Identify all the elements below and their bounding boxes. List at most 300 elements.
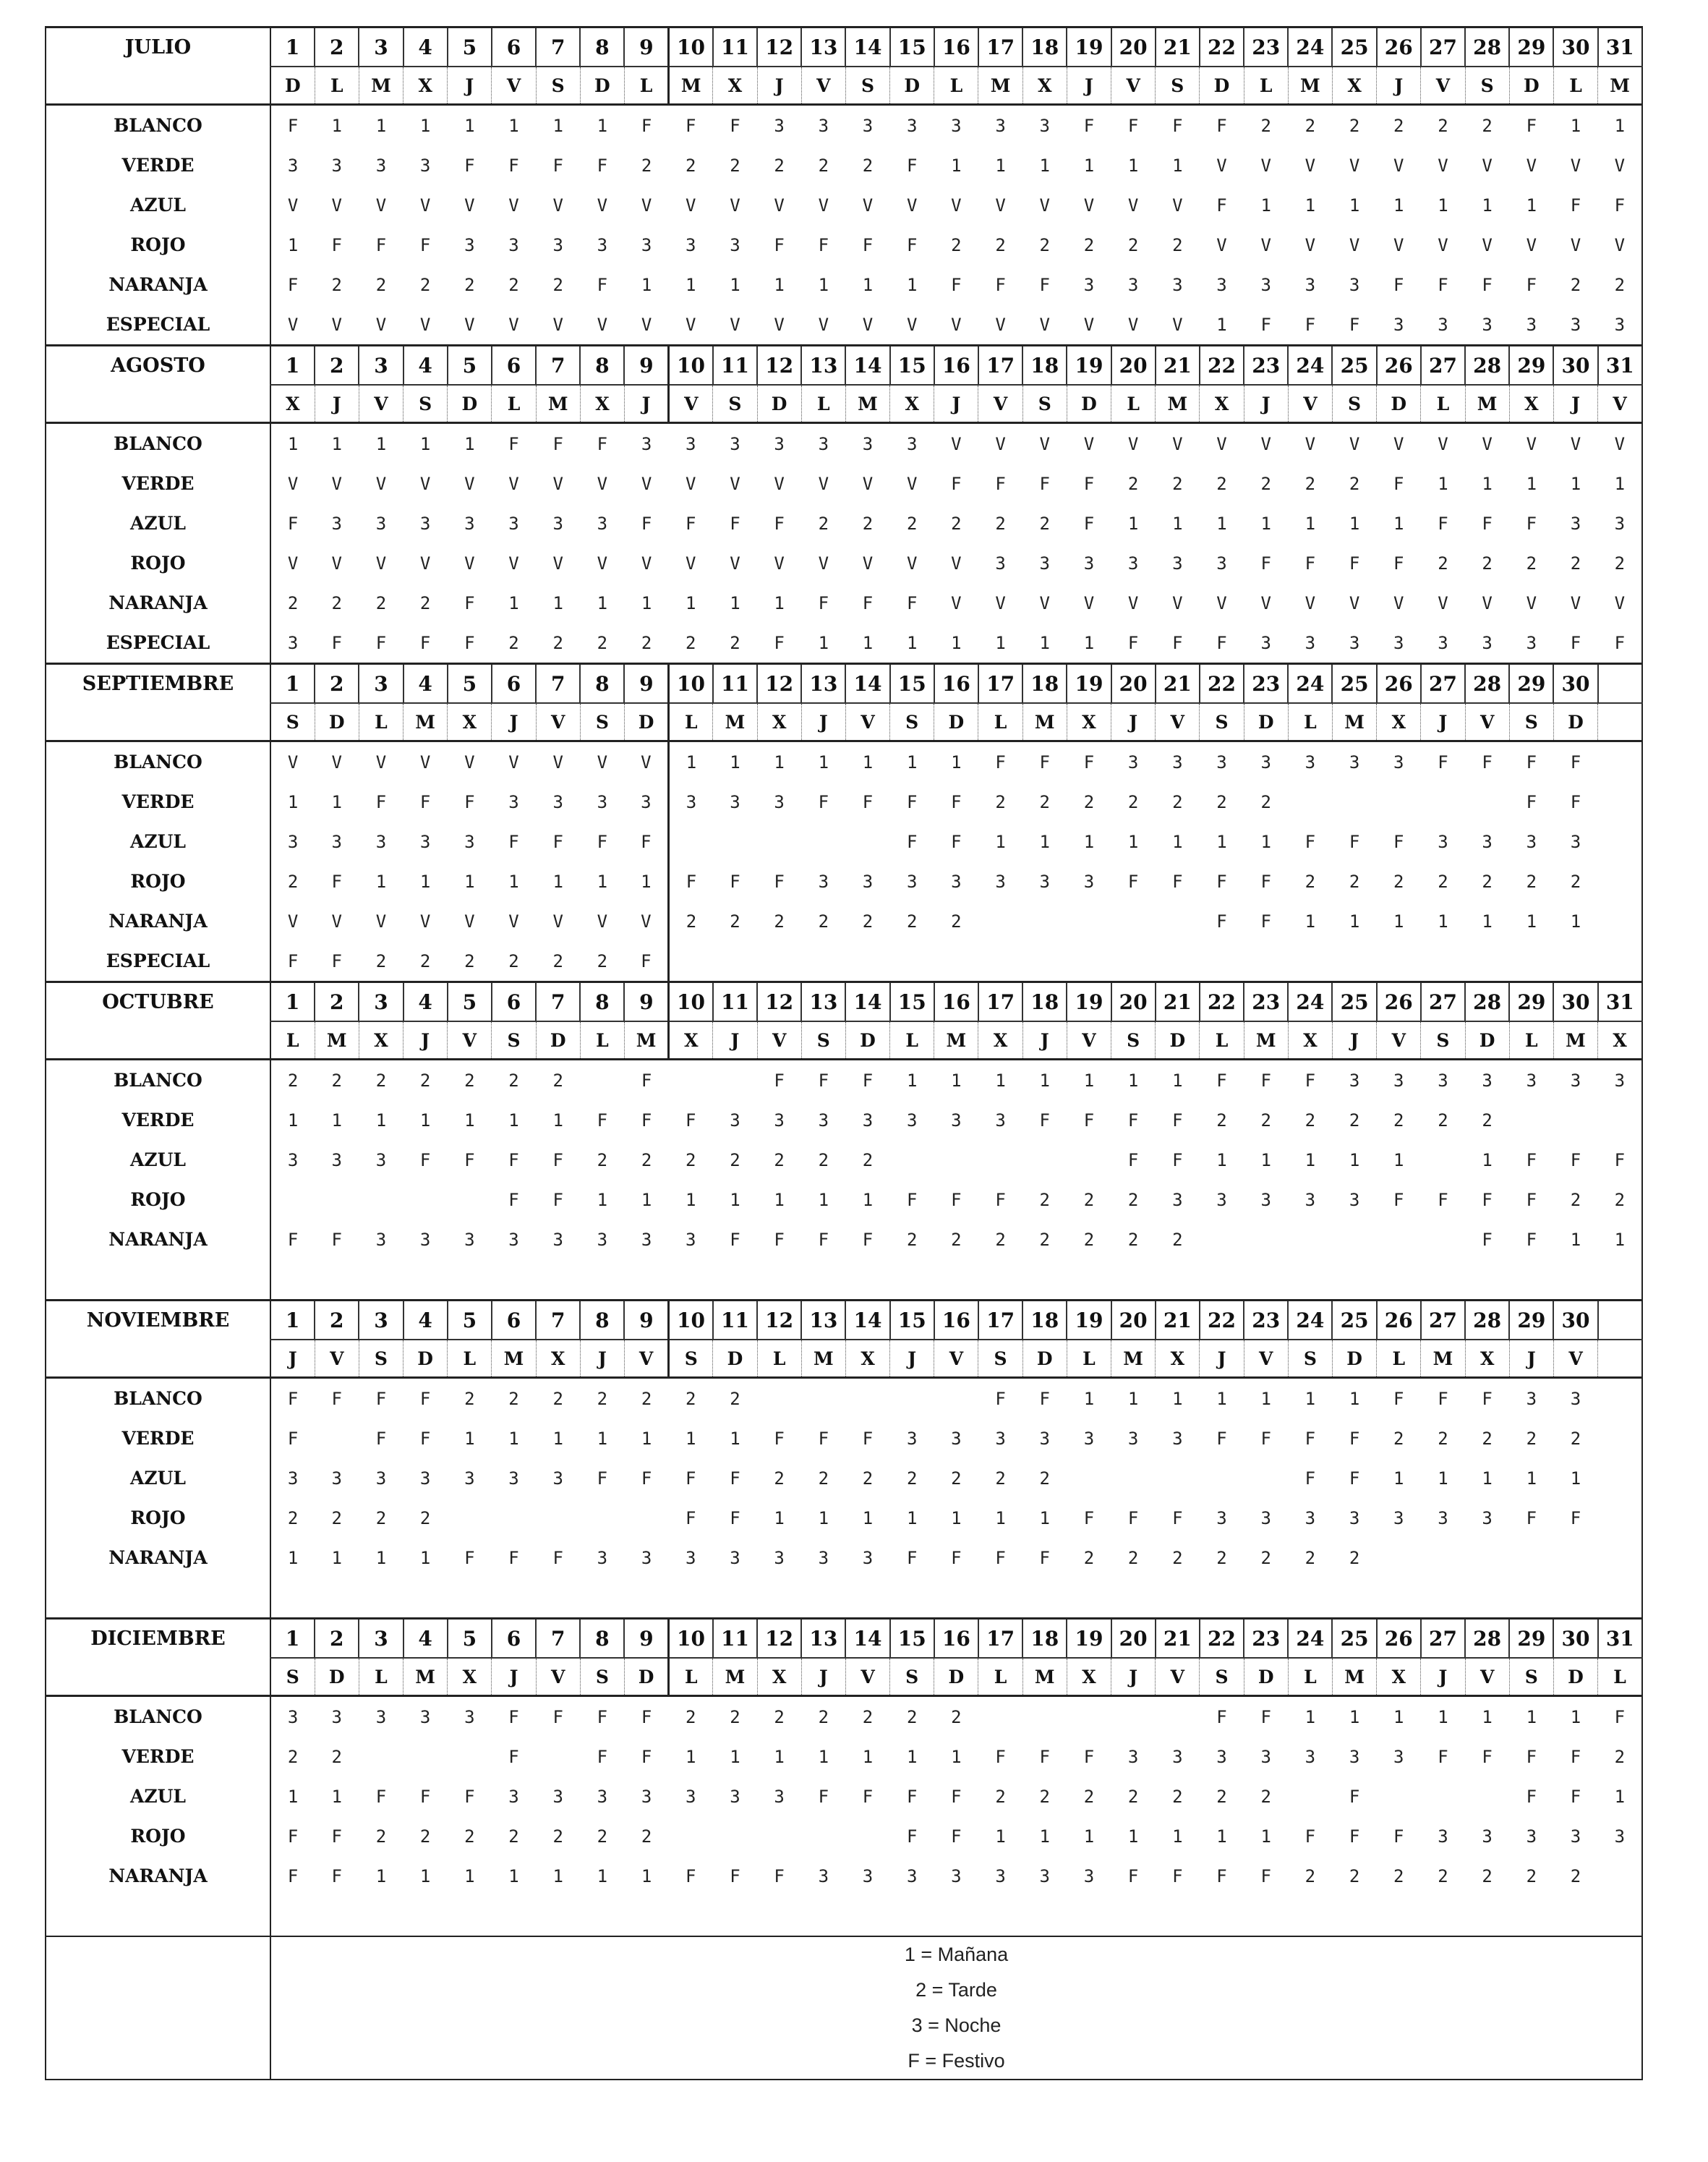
shift-cell: 3 [1172, 274, 1183, 295]
shift-cell: 3 [951, 1428, 962, 1449]
shift-cell: 1 [508, 871, 519, 892]
day-number: 12 [757, 664, 801, 704]
shift-cell: F [419, 1786, 431, 1807]
shift-cell: 3 [508, 1229, 519, 1250]
shift-cell: 3 [1598, 503, 1642, 543]
shift-cell: F [1482, 1746, 1493, 1767]
shift-cell: F [597, 274, 608, 295]
day-number: 27 [1421, 1301, 1465, 1340]
shift-cell: 3 [669, 782, 713, 822]
shift-cell: 1 [508, 115, 519, 136]
shift-cell: V [1438, 592, 1448, 613]
shift-cell [1111, 1458, 1156, 1498]
shift-cell: 1 [774, 752, 785, 773]
day-number: 7 [536, 664, 580, 704]
shift-row [46, 1180, 1642, 1220]
day-number: 19 [1067, 982, 1111, 1022]
weekday-letter: L [669, 703, 713, 741]
shift-cell: 1 [774, 274, 785, 295]
shift-cell [978, 1578, 1022, 1619]
day-number: 4 [403, 664, 448, 704]
shift-cell: 2 [375, 1826, 387, 1847]
shift-cell: V [951, 592, 962, 613]
shift-cell: F [995, 752, 1006, 773]
shift-cell: F [597, 433, 608, 454]
day-number: 11 [713, 27, 757, 67]
shift-cell: 1 [1039, 155, 1050, 176]
day-number: 30 [1553, 27, 1597, 67]
shift-cell: 3 [419, 1229, 431, 1250]
shift-cell: 3 [862, 1865, 874, 1886]
shift-cell: F [331, 1865, 342, 1886]
shift-cell: 2 [375, 950, 387, 971]
shift-cell: 1 [1039, 1826, 1050, 1847]
shift-cell: 2 [597, 950, 608, 971]
weekday-letter: J [713, 1021, 757, 1060]
shift-cell: 3 [1216, 274, 1227, 295]
day-number: 14 [845, 27, 889, 67]
shift-cell: F [508, 1547, 519, 1568]
shift-cell [315, 1180, 359, 1220]
shift-cell: 2 [862, 513, 874, 534]
shift-cell: F [331, 1388, 342, 1409]
shift-cell: 3 [1393, 752, 1404, 773]
shift-cell: F [906, 1547, 918, 1568]
weekday-letter: D [713, 1340, 757, 1378]
shift-cell [624, 1259, 668, 1301]
day-number: 15 [890, 1619, 934, 1659]
shift-cell: 3 [686, 1547, 696, 1568]
shift-cell: F [1526, 1149, 1537, 1170]
shift-cell: F [1570, 791, 1581, 812]
shift-cell: V [464, 553, 475, 574]
shift-cell: 2 [1083, 1229, 1095, 1250]
shift-cell: F [419, 234, 431, 255]
day-number: 24 [1288, 27, 1332, 67]
shift-cell: 3 [1039, 1428, 1050, 1449]
shift-cell: 3 [862, 871, 874, 892]
shift-cell: F [464, 1786, 475, 1807]
shift-cell: 3 [730, 433, 740, 454]
day-number: 7 [536, 1301, 580, 1340]
day-number: 1 [270, 27, 315, 67]
weekday-letter: X [1377, 703, 1421, 741]
shift-cell: F [1216, 871, 1227, 892]
shift-cell: 1 [375, 1865, 387, 1886]
shift-cell: 3 [818, 1547, 829, 1568]
shift-row [46, 1816, 1642, 1856]
shift-cell: F [419, 1388, 431, 1409]
shift-cell: F [1216, 911, 1227, 932]
shift-cell: 2 [375, 1070, 387, 1091]
shift-cell: V [906, 314, 918, 335]
shift-cell: 1 [906, 752, 918, 773]
weekday-letter: L [624, 67, 668, 105]
shift-cell: 2 [1438, 871, 1448, 892]
shift-cell: F [597, 155, 608, 176]
weekday-letter: S [1332, 385, 1376, 423]
shift-cell: 1 [597, 1189, 608, 1210]
shift-cell: 2 [1216, 1110, 1227, 1131]
legend-entry: 2 = Tarde [915, 1979, 997, 2001]
shift-cell: V [1039, 433, 1050, 454]
shift-cell: F [818, 592, 829, 613]
shift-cell: 2 [1526, 553, 1537, 574]
shift-cell: 1 [730, 592, 740, 613]
shift-cell: V [1260, 433, 1271, 454]
day-number: 31 [1598, 1619, 1642, 1659]
shift-cell: V [906, 473, 918, 494]
month-header-weekdays [46, 385, 1642, 423]
team-label: VERDE [46, 1418, 270, 1458]
shift-cell [1598, 1100, 1642, 1140]
shift-cell: 3 [508, 1786, 519, 1807]
shift-cell [536, 1737, 580, 1776]
shift-cell: 2 [419, 1826, 431, 1847]
shift-cell: 3 [906, 1865, 918, 1886]
shift-cell [624, 1578, 668, 1619]
day-number: 18 [1022, 1619, 1067, 1659]
shift-cell: 1 [862, 1746, 874, 1767]
shift-cell [359, 1180, 403, 1220]
shift-cell: V [597, 911, 608, 932]
day-number: 18 [1022, 982, 1067, 1022]
weekday-letter: X [1067, 703, 1111, 741]
day-number: 24 [1288, 1619, 1332, 1659]
shift-cell: 3 [464, 513, 475, 534]
shift-cell: 3 [552, 513, 563, 534]
shift-cell: 3 [552, 1229, 563, 1250]
shift-cell: V [1349, 433, 1360, 454]
weekday-letter: S [1288, 1340, 1332, 1378]
shift-cell: F [1438, 513, 1448, 534]
weekday-letter: M [669, 67, 713, 105]
shift-cell [1022, 1578, 1067, 1619]
weekday-letter: V [624, 1340, 668, 1378]
shift-cell: 2 [1570, 1428, 1581, 1449]
shift-cell [1288, 1220, 1332, 1259]
day-number: 5 [448, 664, 492, 704]
shift-cell: V [641, 314, 652, 335]
day-number: 1 [270, 346, 315, 386]
shift-cell: F [1438, 1746, 1448, 1767]
day-number: 1 [270, 1301, 315, 1340]
shift-cell [713, 1816, 757, 1856]
shift-cell: 3 [1349, 1507, 1360, 1528]
shift-cell: V [1260, 155, 1271, 176]
shift-cell: 2 [1172, 1229, 1183, 1250]
weekday-letter: S [1111, 1021, 1156, 1060]
shift-cell: 1 [270, 225, 315, 265]
shift-cell [669, 1578, 713, 1619]
shift-cell: 3 [331, 831, 342, 852]
shift-cell: 2 [1393, 1865, 1404, 1886]
weekday-letter: D [1509, 67, 1553, 105]
shift-cell: 2 [508, 632, 519, 653]
weekday-letter: J [448, 67, 492, 105]
shift-cell: F [375, 1388, 387, 1409]
shift-cell: F [1083, 752, 1095, 773]
shift-cell: V [774, 314, 785, 335]
shift-cell: V [597, 314, 608, 335]
shift-cell: F [1526, 1746, 1537, 1767]
shift-cell: V [951, 314, 962, 335]
day-number: 20 [1111, 27, 1156, 67]
shift-cell: F [995, 274, 1006, 295]
shift-cell: F [730, 115, 740, 136]
shift-cell: 1 [1482, 195, 1493, 216]
shift-cell: V [730, 195, 740, 216]
shift-cell [1244, 1259, 1288, 1301]
shift-cell: 2 [1039, 1786, 1050, 1807]
day-number: 3 [359, 982, 403, 1022]
shift-cell: 3 [464, 1468, 475, 1489]
shift-cell: 3 [730, 1547, 740, 1568]
shift-cell [890, 941, 934, 982]
weekday-letter: X [1288, 1021, 1332, 1060]
shift-cell: 2 [1039, 1229, 1050, 1250]
shift-cell: V [1216, 155, 1227, 176]
day-number: 11 [713, 346, 757, 386]
weekday-letter: X [713, 67, 757, 105]
shift-cell: 3 [1482, 1826, 1493, 1847]
shift-cell: 2 [1526, 871, 1537, 892]
shift-cell: 2 [1393, 1428, 1404, 1449]
shift-cell: 3 [1216, 752, 1227, 773]
shift-cell: F [375, 1786, 387, 1807]
weekday-letter: S [536, 67, 580, 105]
shift-cell [1067, 1259, 1111, 1301]
shift-cell: 3 [1305, 1507, 1316, 1528]
shift-cell: V [1127, 314, 1139, 335]
weekday-letter: J [1067, 67, 1111, 105]
shift-cell: 1 [1393, 1706, 1404, 1727]
shift-cell [1200, 941, 1244, 982]
month-name-spacer [46, 67, 270, 105]
shift-cell [1288, 1578, 1332, 1619]
weekday-letter: V [448, 1021, 492, 1060]
shift-cell: V [331, 314, 342, 335]
shift-cell: 2 [862, 1706, 874, 1727]
shift-cell: V [1127, 195, 1139, 216]
shift-cell [1598, 1259, 1642, 1301]
shift-cell: 3 [995, 115, 1006, 136]
day-number: 15 [890, 27, 934, 67]
shift-cell [536, 1259, 580, 1301]
shift-cell: F [597, 1706, 608, 1727]
shift-cell: 3 [1526, 831, 1537, 852]
shift-cell: 2 [1305, 473, 1316, 494]
shift-cell: 1 [375, 871, 387, 892]
shift-cell [1156, 1896, 1200, 1936]
shift-cell: V [1083, 433, 1095, 454]
shift-cell: F [951, 791, 962, 812]
shift-cell: 1 [1349, 1149, 1360, 1170]
shift-cell: 2 [1260, 791, 1271, 812]
shift-cell: F [552, 1189, 563, 1210]
day-number: 18 [1022, 664, 1067, 704]
shift-cell [713, 1578, 757, 1619]
shift-cell: 1 [818, 1746, 829, 1767]
shift-cell: 1 [862, 1507, 874, 1528]
shift-cell: 2 [1305, 1547, 1316, 1568]
weekday-letter: X [669, 1021, 713, 1060]
shift-cell [934, 1896, 978, 1936]
day-number: 11 [713, 664, 757, 704]
day-number: 10 [669, 346, 713, 386]
team-label: AZUL [46, 822, 270, 861]
shift-cell [845, 1578, 889, 1619]
shift-cell: V [1172, 195, 1183, 216]
shift-cell [1111, 1259, 1156, 1301]
weekday-letter: V [845, 1658, 889, 1696]
shift-cell [1553, 941, 1597, 982]
weekday-letter: S [845, 67, 889, 105]
shift-cell: F [1438, 752, 1448, 773]
shift-cell [1332, 1220, 1376, 1259]
team-label: ESPECIAL [46, 305, 270, 346]
shift-cell: 3 [1083, 553, 1095, 574]
shift-cell: 1 [1083, 632, 1095, 653]
shift-cell: F [1083, 513, 1095, 534]
shift-cell [1598, 1578, 1642, 1619]
day-number: 9 [624, 1301, 668, 1340]
shift-cell: 1 [1127, 1070, 1139, 1091]
weekday-letter: L [580, 1021, 624, 1060]
team-label: ESPECIAL [46, 941, 270, 982]
shift-cell: F [1526, 1786, 1537, 1807]
shift-cell: 1 [951, 1070, 962, 1091]
shift-cell: 2 [1039, 1189, 1050, 1210]
legend-label-spacer [46, 1936, 270, 2080]
shift-cell: 2 [1438, 553, 1448, 574]
shift-cell: V [686, 195, 696, 216]
month-name: DICIEMBRE [46, 1619, 270, 1659]
day-number: 16 [934, 1301, 978, 1340]
shift-cell [1377, 1220, 1421, 1259]
shift-cell: V [641, 553, 652, 574]
shift-cell [669, 1896, 713, 1936]
shift-cell [359, 1259, 403, 1301]
shift-cell: F [464, 791, 475, 812]
shift-cell: F [1349, 831, 1360, 852]
month-name: OCTUBRE [46, 982, 270, 1022]
shift-cell: 3 [1438, 1826, 1448, 1847]
shift-cell [1332, 1896, 1376, 1936]
shift-cell [1244, 941, 1288, 982]
shift-cell: 1 [464, 433, 475, 454]
shift-cell: 3 [951, 1865, 962, 1886]
month-name-spacer [46, 385, 270, 423]
shift-cell: 2 [1127, 1229, 1139, 1250]
day-number: 23 [1244, 1619, 1288, 1659]
team-label: NARANJA [46, 1538, 270, 1578]
weekday-letter: M [801, 1340, 845, 1378]
weekday-letter: D [1200, 67, 1244, 105]
weekday-letter: D [1022, 1340, 1067, 1378]
shift-cell [713, 1259, 757, 1301]
shift-cell [1288, 1776, 1332, 1816]
shift-cell [757, 1896, 801, 1936]
shift-row [46, 583, 1642, 623]
shift-cell: 2 [669, 901, 713, 941]
day-number: 30 [1553, 346, 1597, 386]
shift-cell: 3 [419, 1468, 431, 1489]
shift-cell: F [1526, 513, 1537, 534]
shift-cell: F [1260, 314, 1271, 335]
shift-cell: 1 [906, 1746, 918, 1767]
shift-cell: 1 [1216, 1826, 1227, 1847]
shift-cell: F [818, 1428, 829, 1449]
shift-cell [492, 1896, 536, 1936]
shift-cell [403, 1578, 448, 1619]
shift-cell: F [419, 791, 431, 812]
shift-cell [403, 1896, 448, 1936]
shift-cell: 1 [1305, 195, 1316, 216]
shift-cell: V [862, 553, 874, 574]
shift-cell: V [270, 464, 315, 503]
shift-cell: F [641, 1110, 652, 1131]
shift-cell: 3 [641, 1786, 652, 1807]
shift-cell [1156, 941, 1200, 982]
shift-cell: F [552, 155, 563, 176]
shift-cell [1111, 1578, 1156, 1619]
shift-cell: V [1598, 225, 1642, 265]
shift-cell: F [1127, 1507, 1139, 1528]
day-number: 29 [1509, 27, 1553, 67]
day-number: 10 [669, 1301, 713, 1340]
shift-cell: F [730, 1865, 740, 1886]
shift-cell: 1 [1305, 911, 1316, 932]
shift-cell: 1 [1526, 473, 1537, 494]
day-number: 6 [492, 346, 536, 386]
day-number: 6 [492, 1619, 536, 1659]
day-number: 22 [1200, 1301, 1244, 1340]
shift-cell: 1 [1039, 1070, 1050, 1091]
shift-row [46, 543, 1642, 583]
weekday-letter: D [1067, 385, 1111, 423]
shift-cell: 1 [1172, 831, 1183, 852]
shift-cell: F [1526, 1229, 1537, 1250]
shift-cell: 3 [1305, 274, 1316, 295]
shift-cell: V [1216, 592, 1227, 613]
shift-cell: F [995, 1746, 1006, 1767]
shift-cell: 1 [331, 1547, 342, 1568]
shift-cell: 3 [1172, 1428, 1183, 1449]
shift-cell: F [995, 473, 1006, 494]
shift-cell: F [1393, 831, 1404, 852]
shift-cell: 3 [375, 831, 387, 852]
shift-cell [1377, 1259, 1421, 1301]
shift-cell: 1 [1570, 115, 1581, 136]
shift-cell: F [730, 1468, 740, 1489]
shift-cell [1421, 1578, 1465, 1619]
shift-cell: 2 [331, 1070, 342, 1091]
shift-cell: F [331, 1229, 342, 1250]
day-number: 22 [1200, 982, 1244, 1022]
shift-cell: F [951, 1189, 962, 1210]
day-number: 13 [801, 1301, 845, 1340]
shift-cell: 1 [774, 1746, 785, 1767]
day-number: 27 [1421, 1619, 1465, 1659]
shift-cell [1553, 1259, 1597, 1301]
weekday-letter: M [492, 1340, 536, 1378]
weekday-letter: X [757, 703, 801, 741]
shift-cell: 1 [818, 1507, 829, 1528]
shift-cell: V [1039, 592, 1050, 613]
shift-cell: 2 [906, 513, 918, 534]
weekday-letter: S [359, 1340, 403, 1378]
